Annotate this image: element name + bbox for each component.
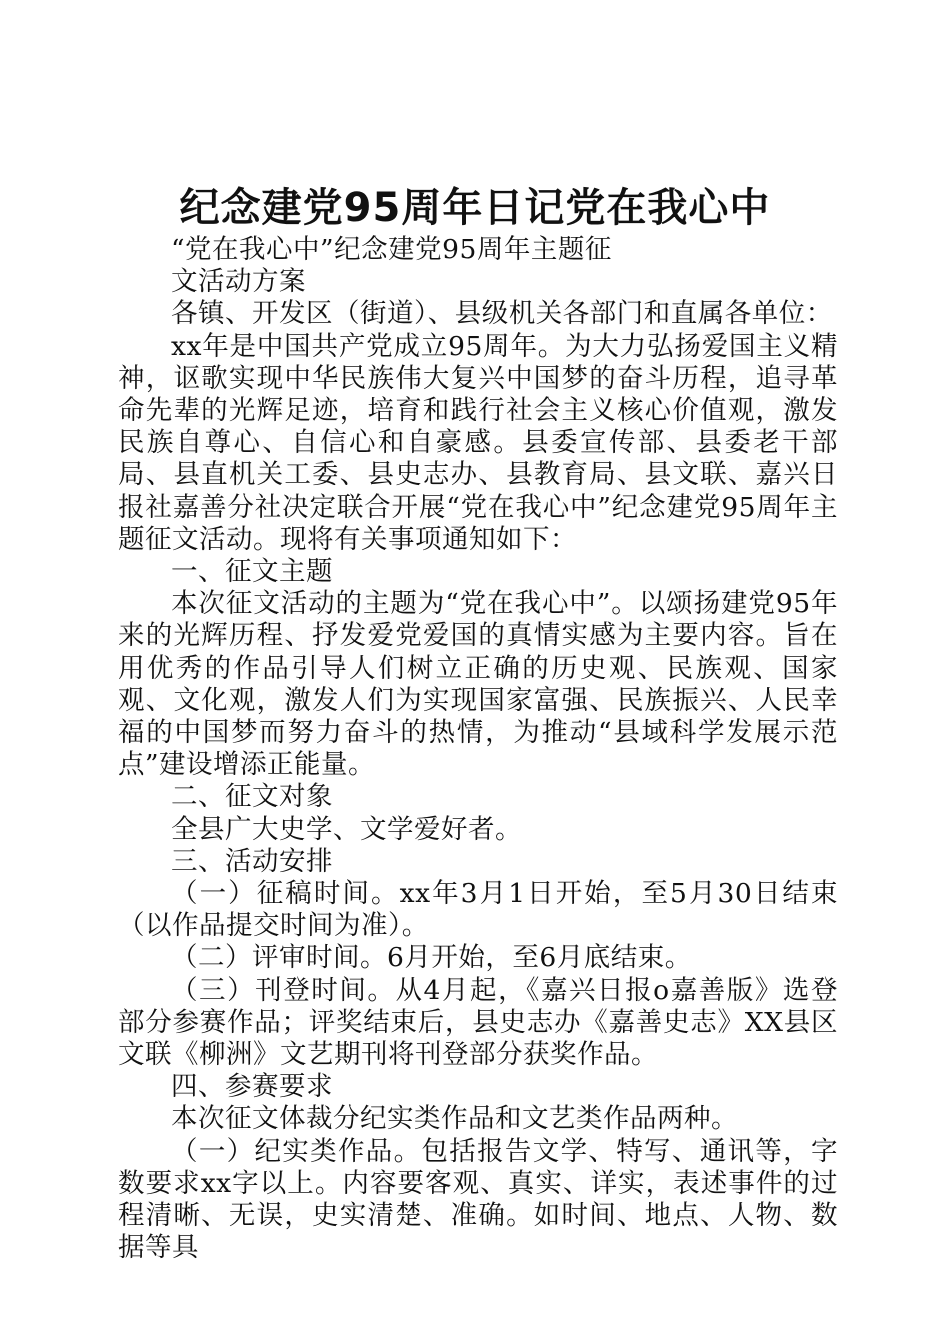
paragraph-schedule-3: （三）刊登时间。从4月起，《嘉兴日报o嘉善版》选登部分参赛作品；评奖结束后，县史志办《嘉善史志》XX县区文联《柳洲》文艺期刊将刊登部分获奖作品。: [118, 974, 838, 1071]
paragraph-requirements-2: （一）纪实类作品。包括报告文学、特写、通讯等，字数要求xx字以上。内容要客观、真实、详实，表述事件的过程清晰、无误，史实清楚、准确。如时间、地点、人物、数据等具: [118, 1135, 838, 1264]
paragraph-requirements-1: 本次征文体裁分纪实类作品和文艺类作品两种。: [171, 1103, 738, 1135]
section-heading-theme: 一、征文主题: [171, 556, 333, 588]
document-body: [118, 234, 838, 1265]
paragraph-intro: xx年是中国共产党成立95周年。为大力弘扬爱国主义精神，讴歌实现中华民族伟大复兴中国梦的奋斗历程，追寻革命先辈的光辉足迹，培育和践行社会主义核心价值观，激发民族自尊心、自信心和自豪感。县委宣传部、县委老干部局、县直机关工委、县史志办、县教育局、县文联、嘉兴日报社嘉善分社决定联合开展“党在我心中”纪念建党95周年主题征文活动。现将有关事项通知如下：: [118, 330, 838, 555]
paragraph-schedule-2: （二）评审时间。6月开始，至6月底结束。: [171, 942, 692, 974]
paragraph-audience: 全县广大史学、文学爱好者。: [171, 813, 522, 845]
paragraph-theme: 本次征文活动的主题为“党在我心中”。以颂扬建党95年来的光辉历程、抒发爱党爱国的真情实感为主要内容。旨在用优秀的作品引导人们树立正确的历史观、民族观、国家观、文化观，激发人们为实现国家富强、民族振兴、人民幸福的中国梦而努力奋斗的热情，为推动“县域科学发展示范点”建设增添正能量。: [118, 588, 838, 781]
section-heading-audience: 二、征文对象: [171, 781, 333, 813]
paragraph-schedule-1: （一）征稿时间。xx年3月1日开始，至5月30日结束（以作品提交时间为准）。: [118, 878, 838, 942]
subtitle-line-1: “党在我心中”纪念建党95周年主题征: [171, 234, 612, 265]
subtitle-line-2: 文活动方案: [171, 266, 306, 298]
section-heading-requirements: 四、参赛要求: [171, 1071, 333, 1103]
document-title: 纪念建党95周年日记党在我心中: [179, 185, 771, 231]
section-heading-schedule: 三、活动安排: [171, 845, 333, 877]
addressee: 各镇、开发区（街道）、县级机关各部门和直属各单位：: [171, 298, 833, 330]
